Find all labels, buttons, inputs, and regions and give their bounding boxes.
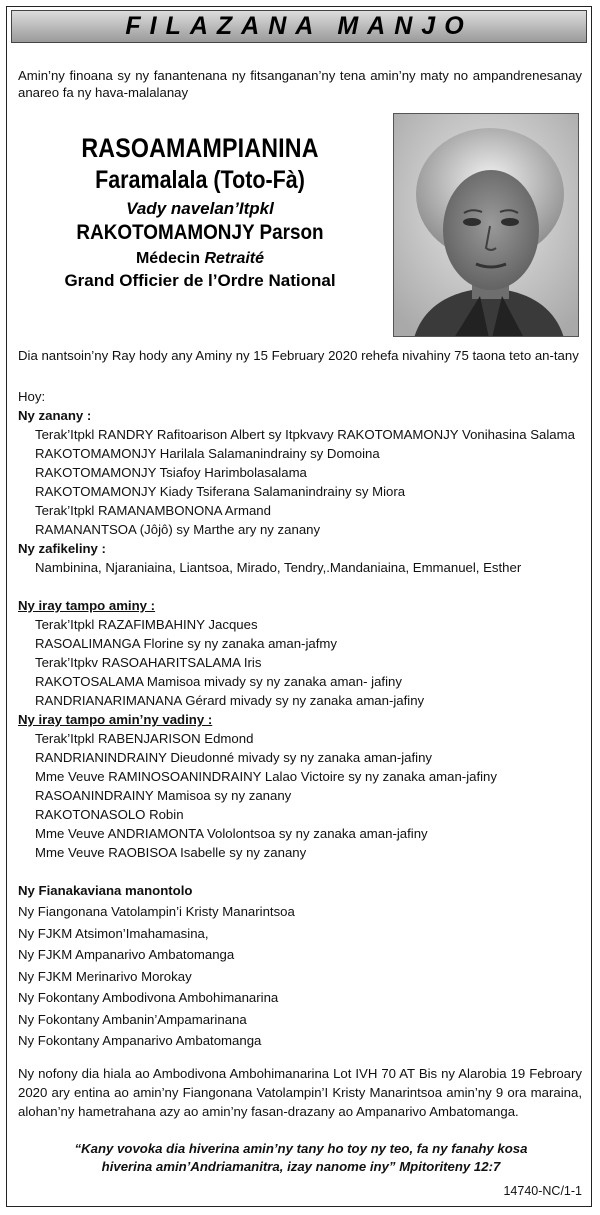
portrait-photo-icon xyxy=(394,114,579,337)
children-heading: Ny zanany : xyxy=(18,408,92,423)
header-title: FILAZANA MANJO xyxy=(125,12,473,40)
list-item: Ny Fiangonana Vatolampin’i Kristy Manarintsoa xyxy=(18,904,295,919)
reference-code: 14740-NC/1-1 xyxy=(503,1184,582,1198)
list-item: RAKOTONASOLO Robin xyxy=(35,807,184,822)
list-item: RAKOTOSALAMA Mamisoa mivady sy ny zanaka aman- jafiny xyxy=(35,674,402,689)
list-item: RAMANANTSOA (Jôjô) sy Marthe ary ny zanany xyxy=(35,522,321,537)
list-item: RASOANINDRAINY Mamisoa sy ny zanany xyxy=(35,788,292,803)
list-item: RANDRIANINDRAINY Dieudonné mivady sy ny zanaka aman-jafiny xyxy=(35,750,433,765)
list-item: RASOALIMANGA Florine sy ny zanaka aman-jafmy xyxy=(35,636,337,651)
list-item: RAKOTOMAMONJY Tsiafoy Harimbolasalama xyxy=(35,465,307,480)
relatives-heading: Ny Fianakaviana manontolo xyxy=(18,883,193,898)
list-item: Terak’Itpkl RAZAFIMBAHINY Jacques xyxy=(35,617,258,632)
husband-title xyxy=(27,248,373,270)
siblings-heading: Ny iray tampo aminy : xyxy=(18,598,156,613)
quote-line-1: “Kany vovoka dia hiverina amin’ny tany ho toy ny teo, fa ny fanahy kosa xyxy=(74,1141,528,1156)
list-item: Ny Fokontany Ambodivona Ambohimanarina xyxy=(18,990,279,1005)
intro-paragraph: Amin’ny finoana sy ny fanantenana ny fitsanganan’ny tena amin’ny maty no ampandrenesanay anareo fa ny hava-malalanay xyxy=(18,68,582,100)
grandchildren-list: Nambinina, Njaraniaina, Liantsoa, Mirado, Tendry,.Mandaniaina, Emmanuel, Esther xyxy=(35,560,522,575)
deceased-given-names: Faramalala (Toto-Fà) xyxy=(95,166,305,194)
list-item: RAKOTOMAMONJY Harilala Salamanindrainy sy Domoina xyxy=(35,446,380,461)
death-notice: Dia nantsoin’ny Ray hody any Aminy ny 15 February 2020 rehefa nivahiny 75 taona teto an-tany xyxy=(18,348,579,363)
list-item: Ny FJKM Merinarivo Morokay xyxy=(18,968,192,984)
obituary-notice xyxy=(6,6,592,1207)
list-item: Ny Fokontany Ampanarivo Ambatomanga xyxy=(18,1033,262,1048)
list-item: Terak’Itpkv RASOAHARITSALAMA Iris xyxy=(35,655,262,670)
list-item: Terak’Itpkl RANDRY Rafitoarison Albert sy Itpkvavy RAKOTOMAMONJY Vonihasina Salama xyxy=(35,427,575,442)
list-item: Terak’Itpkl RABENJARISON Edmond xyxy=(35,731,254,746)
husband-honor: Grand Officier de l’Ordre National xyxy=(64,271,336,290)
list-item: Terak’Itpkl RAMANAMBONONA Armand xyxy=(35,503,271,518)
funeral-details: Ny nofony dia hiala ao Ambodivona Ambohimanarina Lot IVH 70 AT Bis ny Alarobia 19 Febroary 2020 ary entina ao amin’ny Fiangonana Vatolampin’I Kristy Manarintsoa amin’ny 9 ora maraina, alohan’ny hametrahana azy ao amin’ny fasan-drazany ao Ampanarivo Ambatomanga. xyxy=(18,1066,582,1119)
list-item: RANDRIANARIMANANA Gérard mivady sy ny zanaka aman-jafiny xyxy=(35,693,425,708)
list-item: Ny Fokontany Ambanin’Ampamarinana xyxy=(18,1011,247,1027)
list-item: Ny FJKM Atsimon’Imahamasina, xyxy=(18,925,209,941)
deceased-name-block xyxy=(27,132,373,292)
scripture-quote xyxy=(27,1140,575,1176)
grandchildren-heading: Ny zafikeliny : xyxy=(18,541,106,556)
quote-line-2: hiverina amin’Andriamanitra, izay nanome iny” Mpitoriteny 12:7 xyxy=(101,1159,501,1174)
deceased-surname: RASOAMAMPIANINA xyxy=(81,133,319,163)
header-banner xyxy=(11,10,587,43)
husband-title-prefix: Médecin xyxy=(135,250,200,267)
hoy-label: Hoy: xyxy=(18,389,46,404)
husband-title-suffix: Retraité xyxy=(204,250,265,267)
list-item: Mme Veuve RAOBISOA Isabelle sy ny zanany xyxy=(35,845,307,860)
list-item: Mme Veuve ANDRIAMONTA Vololontsoa sy ny zanaka aman-jafiny xyxy=(35,826,428,841)
widow-of-line: Vady navelan’Itpkl xyxy=(126,199,274,218)
portrait-photo xyxy=(393,113,579,337)
family-list xyxy=(18,387,584,1052)
list-item: RAKOTOMAMONJY Kiady Tsiferana Salamanindrainy sy Miora xyxy=(35,484,406,499)
spouse-siblings-heading: Ny iray tampo amin’ny vadiny : xyxy=(18,712,213,727)
list-item: Mme Veuve RAMINOSOANINDRAINY Lalao Victoire sy ny zanaka aman-jafiny xyxy=(35,769,497,784)
husband-name: RAKOTOMAMONJY Parson xyxy=(76,221,324,244)
list-item: Ny FJKM Ampanarivo Ambatomanga xyxy=(18,947,235,962)
